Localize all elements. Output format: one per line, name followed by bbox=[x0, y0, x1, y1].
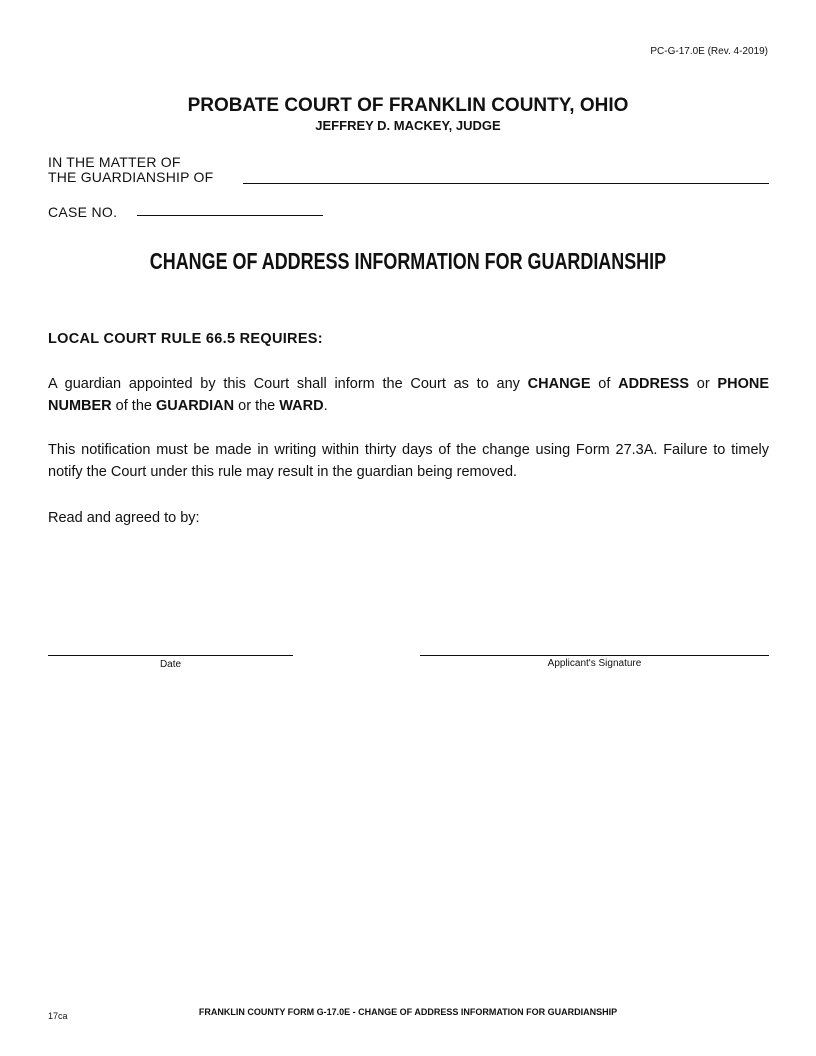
date-label: Date bbox=[159, 659, 182, 670]
title-text: CHANGE OF ADDRESS INFORMATION FOR GUARDIANSHIP bbox=[149, 248, 667, 274]
bold-text: GUARDIAN bbox=[155, 398, 235, 414]
text: of the bbox=[111, 398, 156, 414]
judge-name: JEFFREY D. MACKEY, JUDGE bbox=[315, 118, 501, 133]
text: of bbox=[590, 376, 619, 392]
guardianship-of-field[interactable] bbox=[243, 183, 769, 184]
text: or bbox=[689, 376, 718, 392]
footer-code: 17ca bbox=[48, 1011, 68, 1021]
matter-line2: THE GUARDIANSHIP OF bbox=[48, 169, 214, 185]
footer-text: FRANKLIN COUNTY FORM G-17.0E - CHANGE OF ADDRESS INFORMATION FOR GUARDIANSHIP bbox=[198, 1007, 618, 1017]
bold-text: PHONE NUMBER bbox=[48, 376, 769, 414]
text: . bbox=[323, 398, 328, 414]
document-title bbox=[0, 248, 816, 275]
date-field[interactable] bbox=[48, 655, 293, 656]
case-no-field[interactable] bbox=[137, 215, 323, 216]
signature-label: Applicant's Signature bbox=[547, 658, 642, 669]
rule-heading: LOCAL COURT RULE 66.5 REQUIRES: bbox=[48, 331, 323, 347]
signature-field[interactable] bbox=[420, 655, 769, 656]
case-no-label: CASE NO. bbox=[48, 204, 118, 220]
notification-paragraph: This notification must be made in writing within thirty days of the change using Form 27.3A. Failure to timely notify the Court under this rule may result in the guardian being removed. bbox=[48, 442, 769, 480]
requirement-paragraph bbox=[48, 373, 769, 417]
bold-text: WARD bbox=[279, 398, 324, 414]
text: or the bbox=[234, 398, 280, 414]
bold-text: CHANGE bbox=[527, 376, 591, 392]
court-name: PROBATE COURT OF FRANKLIN COUNTY, OHIO bbox=[187, 95, 629, 116]
bold-text: ADDRESS bbox=[618, 376, 690, 392]
matter-caption bbox=[48, 155, 213, 185]
agreement-text: Read and agreed to by: bbox=[48, 510, 200, 526]
matter-line1: IN THE MATTER OF bbox=[48, 154, 181, 170]
text: A guardian appointed by this Court shall inform the Court as to any bbox=[48, 376, 528, 392]
form-number: PC-G-17.0E (Rev. 4-2019) bbox=[650, 46, 768, 57]
